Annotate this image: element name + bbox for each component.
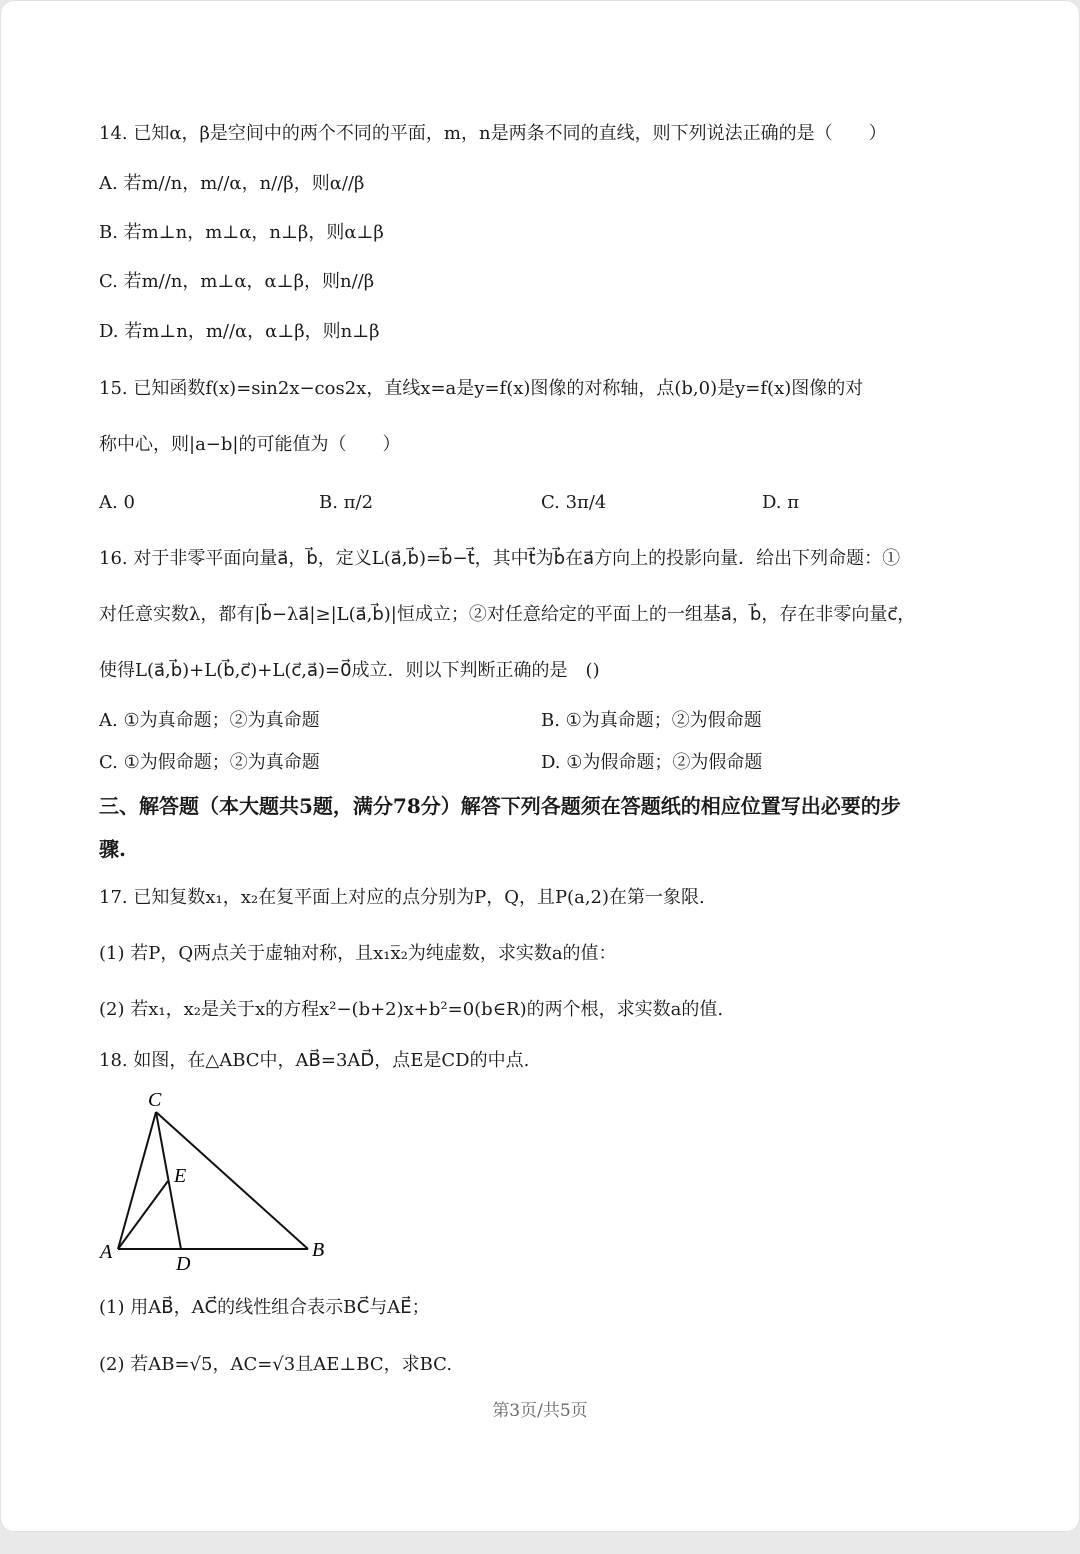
- triangle-figure: [96, 1084, 336, 1274]
- q16-line2: 对任意实数λ，都有|b⃗−λa⃗|≥|L(a⃗,b⃗)|恒成立；②对任意给定的平面上的一组基a⃗，b⃗，存在非零向量c⃗，: [99, 604, 916, 625]
- label-c: C: [148, 1089, 162, 1111]
- q16-option-c: C. ①为假命题；②为真命题: [99, 752, 320, 773]
- section3-heading: 三、解答题（本大题共5题，满分78分）解答下列各题须在答题纸的相应位置写出必要的步: [99, 794, 901, 818]
- q14-option-c: C. 若m//n，m⊥α，α⊥β，则n//β: [99, 271, 375, 292]
- label-b: B: [312, 1239, 325, 1261]
- q14-option-b: B. 若m⊥n，m⊥α，n⊥β，则α⊥β: [99, 222, 384, 243]
- page-footer: 第3页/共5页: [492, 1401, 588, 1421]
- edge-ca: [118, 1112, 156, 1249]
- q18-part1: (1) 用AB⃗，AC⃗的线性组合表示BC⃗与AE⃗；: [99, 1297, 430, 1318]
- q15-stem-line1: 15. 已知函数f(x)=sin2x−cos2x，直线x=a是y=f(x)图像的对称轴，点(b,0)是y=f(x)图像的对: [99, 378, 864, 399]
- q14-option-d: D. 若m⊥n，m//α，α⊥β，则n⊥β: [99, 321, 380, 342]
- q17-part2: (2) 若x₁，x₂是关于x的方程x²−(b+2)x+b²=0(b∈R)的两个根，求实数a的值.: [99, 999, 724, 1020]
- segment-ae: [118, 1181, 168, 1249]
- q14-option-a: A. 若m//n，m//α，n//β，则α//β: [99, 173, 365, 194]
- label-d: D: [176, 1253, 191, 1274]
- q18-stem: 18. 如图，在△ABC中，AB⃗=3AD⃗，点E是CD的中点.: [99, 1050, 530, 1071]
- q16-option-a: A. ①为真命题；②为真命题: [99, 710, 320, 731]
- q16-option-b: B. ①为真命题；②为假命题: [541, 710, 762, 731]
- q15-option-c: C. 3π/4: [541, 492, 607, 513]
- q15-option-a: A. 0: [99, 492, 135, 513]
- q15-option-d: D. π: [762, 492, 800, 513]
- section3-heading-cont: 骤.: [99, 837, 126, 861]
- q17-stem: 17. 已知复数x₁，x₂在复平面上对应的点分别为P，Q，且P(a,2)在第一象限.: [99, 887, 705, 908]
- q16-line1: 16. 对于非零平面向量a⃗，b⃗，定义L(a⃗,b⃗)=b⃗−t⃗，其中t⃗为b⃗在a⃗方向上的投影向量．给出下列命题：①: [99, 548, 901, 569]
- q18-part2: (2) 若AB=√5，AC=√3且AE⊥BC，求BC.: [99, 1354, 453, 1375]
- q15-option-b: B. π/2: [319, 492, 374, 513]
- q15-stem-line2: 称中心，则|a−b|的可能值为（ ）: [99, 434, 401, 455]
- q17-part1: (1) 若P，Q两点关于虚轴对称，且x₁x̅₂为纯虚数，求实数a的值：: [99, 943, 617, 964]
- label-e: E: [174, 1165, 187, 1187]
- q14-stem: 14. 已知α，β是空间中的两个不同的平面，m，n是两条不同的直线，则下列说法正确的是（ ）: [99, 123, 887, 144]
- label-a: A: [100, 1241, 113, 1263]
- q16-option-d: D. ①为假命题；②为假命题: [541, 752, 763, 773]
- q16-line3: 使得L(a⃗,b⃗)+L(b⃗,c⃗)+L(c⃗,a⃗)=0⃗成立．则以下判断正确的是 (): [99, 660, 600, 681]
